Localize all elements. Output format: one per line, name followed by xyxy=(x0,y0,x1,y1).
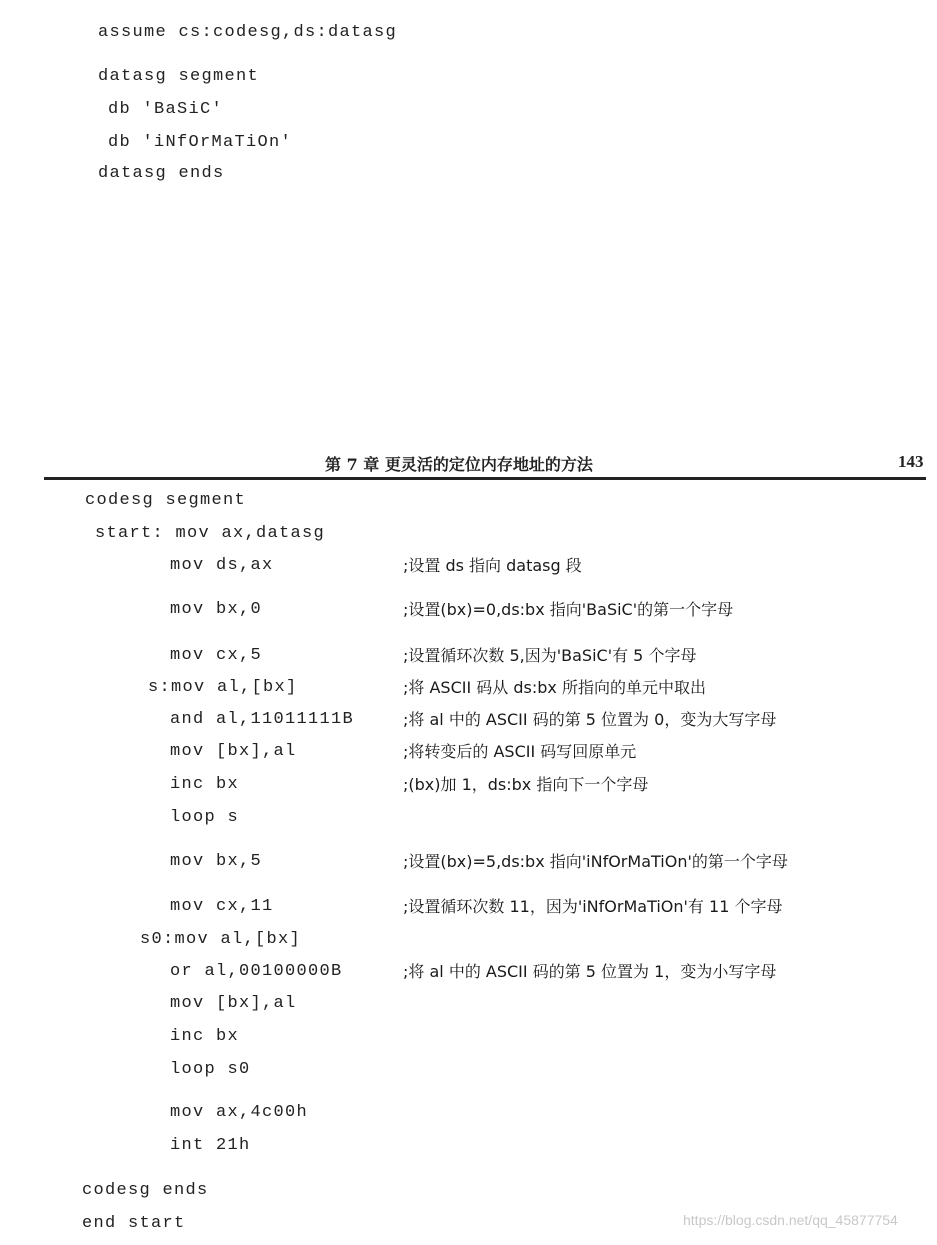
code-line: s:mov al,[bx] xyxy=(148,678,298,697)
code-line: inc bx xyxy=(170,1027,240,1046)
code-line: db 'iNfOrMaTiOn' xyxy=(108,133,293,152)
code-line: codesg ends xyxy=(82,1181,209,1200)
code-comment: ;设置循环次数 11，因为'iNfOrMaTiOn'有 11 个字母 xyxy=(403,897,783,916)
code-line: mov [bx],al xyxy=(170,994,297,1013)
code-line: int 21h xyxy=(170,1136,251,1155)
code-comment: ;(bx)加 1，ds:bx 指向下一个字母 xyxy=(403,775,649,794)
chapter-header: 第 7 章 更灵活的定位内存地址的方法 xyxy=(325,455,593,474)
code-line: db 'BaSiC' xyxy=(108,100,224,119)
code-comment: ;设置(bx)=5,ds:bx 指向'iNfOrMaTiOn'的第一个字母 xyxy=(403,852,788,871)
code-comment: ;设置 ds 指向 datasg 段 xyxy=(403,556,582,575)
code-line: datasg segment xyxy=(98,67,260,86)
code-comment: ;将 ASCII 码从 ds:bx 所指向的单元中取出 xyxy=(403,678,706,697)
code-comment: ;设置(bx)=0,ds:bx 指向'BaSiC'的第一个字母 xyxy=(403,600,734,619)
code-line: assume cs:codesg,ds:datasg xyxy=(98,23,398,42)
code-line: and al,11011111B xyxy=(170,710,355,729)
code-line: mov [bx],al xyxy=(170,742,297,761)
code-line: mov bx,0 xyxy=(170,600,263,619)
code-line: codesg segment xyxy=(85,491,247,510)
code-line: or al,00100000B xyxy=(170,962,343,981)
code-comment: ;设置循环次数 5,因为'BaSiC'有 5 个字母 xyxy=(403,646,697,665)
code-line: end start xyxy=(82,1214,186,1233)
code-line: mov cx,5 xyxy=(170,646,263,665)
code-line: mov cx,11 xyxy=(170,897,274,916)
code-line: mov bx,5 xyxy=(170,852,263,871)
code-line: loop s0 xyxy=(170,1060,251,1079)
code-comment: ;将 al 中的 ASCII 码的第 5 位置为 0，变为大写字母 xyxy=(403,710,777,729)
code-line: start: mov ax,datasg xyxy=(95,524,326,543)
code-line: datasg ends xyxy=(98,164,225,183)
watermark: https://blog.csdn.net/qq_45877754 xyxy=(683,1212,898,1228)
code-comment: ;将 al 中的 ASCII 码的第 5 位置为 1，变为小写字母 xyxy=(403,962,777,981)
code-line: inc bx xyxy=(170,775,240,794)
code-line: mov ds,ax xyxy=(170,556,274,575)
page-number: 143 xyxy=(898,452,924,471)
code-line: loop s xyxy=(170,808,240,827)
code-comment: ;将转变后的 ASCII 码写回原单元 xyxy=(403,742,637,761)
header-rule xyxy=(44,477,926,480)
code-line: mov ax,4c00h xyxy=(170,1103,309,1122)
code-line: s0:mov al,[bx] xyxy=(140,930,302,949)
